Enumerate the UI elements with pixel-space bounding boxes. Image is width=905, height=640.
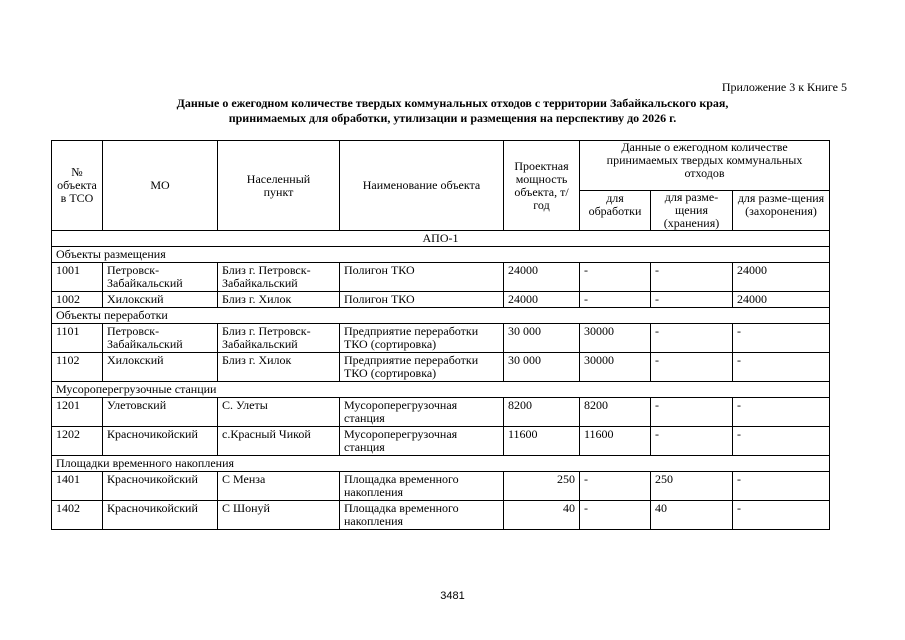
cell-mo: Улетовский	[103, 398, 218, 427]
header-object-name: Наименование объекта	[340, 141, 504, 231]
cell-burial: -	[733, 353, 830, 382]
section-row	[52, 382, 830, 398]
header-num: № объекта в ТСО	[52, 141, 103, 231]
cell-storage: -	[651, 263, 733, 292]
cell-settlement: С Шонуй	[218, 501, 340, 530]
header-storage: для разме-щения (хранения)	[651, 191, 733, 231]
cell-name: Полигон ТКО	[340, 292, 504, 308]
cell-processing: -	[580, 501, 651, 530]
table-row	[52, 263, 830, 292]
cell-processing: -	[580, 292, 651, 308]
cell-num: 1101	[52, 324, 103, 353]
cell-mo: Красночикойский	[103, 427, 218, 456]
section-title: Объекты размещения	[52, 247, 830, 263]
cell-capacity: 40	[504, 501, 580, 530]
cell-mo: Петровск-Забайкальский	[103, 324, 218, 353]
cell-storage: -	[651, 398, 733, 427]
cell-burial: 24000	[733, 292, 830, 308]
cell-settlement: Близ г. Петровск-Забайкальский	[218, 324, 340, 353]
cell-name: Предприятие переработки ТКО (сортировка)	[340, 353, 504, 382]
cell-processing: -	[580, 472, 651, 501]
cell-burial: -	[733, 398, 830, 427]
cell-burial: -	[733, 472, 830, 501]
table-row	[52, 353, 830, 382]
cell-storage: 40	[651, 501, 733, 530]
cell-mo: Хилокский	[103, 292, 218, 308]
cell-name: Предприятие переработки ТКО (сортировка)	[340, 324, 504, 353]
cell-storage: -	[651, 427, 733, 456]
cell-settlement: с.Красный Чикой	[218, 427, 340, 456]
page-number: 3481	[440, 590, 465, 602]
cell-burial: -	[733, 501, 830, 530]
header-settlement: Населенный пункт	[218, 141, 340, 231]
cell-processing: 30000	[580, 353, 651, 382]
section-row	[52, 456, 830, 472]
table-row	[52, 292, 830, 308]
table-row	[52, 472, 830, 501]
cell-storage: -	[651, 353, 733, 382]
cell-name: Площадка временного накопления	[340, 472, 504, 501]
cell-mo: Красночикойский	[103, 472, 218, 501]
cell-processing: 30000	[580, 324, 651, 353]
document-title	[40, 96, 865, 126]
header-capacity: Проектная мощность объекта, т/год	[504, 141, 580, 231]
table-row	[52, 501, 830, 530]
cell-capacity: 24000	[504, 292, 580, 308]
section-title: Мусороперегрузочные станции	[52, 382, 830, 398]
section-title: Объекты переработки	[52, 308, 830, 324]
header-group: Данные о ежегодном количестве принимаемых твердых коммунальных отходов	[580, 141, 830, 191]
cell-name: Мусороперегрузочная станция	[340, 427, 504, 456]
section-row	[52, 308, 830, 324]
cell-capacity: 30 000	[504, 353, 580, 382]
table-body	[52, 231, 830, 530]
table-row	[52, 398, 830, 427]
cell-num: 1102	[52, 353, 103, 382]
cell-settlement: С. Улеты	[218, 398, 340, 427]
cell-num: 1002	[52, 292, 103, 308]
cell-name: Площадка временного накопления	[340, 501, 504, 530]
header-processing: для обработки	[580, 191, 651, 231]
cell-settlement: Близ г. Хилок	[218, 292, 340, 308]
cell-name: Полигон ТКО	[340, 263, 504, 292]
cell-processing: 11600	[580, 427, 651, 456]
appendix-label: Приложение 3 к Книге 5	[721, 80, 847, 94]
cell-settlement: Близ г. Хилок	[218, 353, 340, 382]
cell-processing: 8200	[580, 398, 651, 427]
header-burial: для разме-щения (захоронения)	[733, 191, 830, 231]
cell-mo: Хилокский	[103, 353, 218, 382]
cell-settlement: С Менза	[218, 472, 340, 501]
cell-name: Мусороперегрузочная станция	[340, 398, 504, 427]
waste-data-table	[51, 140, 830, 530]
header-mo: МО	[103, 141, 218, 231]
cell-capacity: 8200	[504, 398, 580, 427]
table-row	[52, 427, 830, 456]
cell-capacity: 11600	[504, 427, 580, 456]
cell-burial: -	[733, 324, 830, 353]
cell-processing: -	[580, 263, 651, 292]
title-line-2: принимаемых для обработки, утилизации и размещения на перспективу до 2026 г.	[228, 111, 677, 125]
table-row	[52, 324, 830, 353]
cell-capacity: 24000	[504, 263, 580, 292]
cell-burial: -	[733, 427, 830, 456]
cell-mo: Красночикойский	[103, 501, 218, 530]
cell-num: 1001	[52, 263, 103, 292]
cell-mo: Петровск-Забайкальский	[103, 263, 218, 292]
cell-storage: 250	[651, 472, 733, 501]
cell-num: 1401	[52, 472, 103, 501]
section-title: Площадки временного накопления	[52, 456, 830, 472]
cell-capacity: 30 000	[504, 324, 580, 353]
cell-num: 1202	[52, 427, 103, 456]
cell-num: 1201	[52, 398, 103, 427]
region-row: АПО-1	[52, 231, 830, 247]
section-row	[52, 247, 830, 263]
cell-storage: -	[651, 292, 733, 308]
cell-burial: 24000	[733, 263, 830, 292]
cell-storage: -	[651, 324, 733, 353]
cell-settlement: Близ г. Петровск-Забайкальский	[218, 263, 340, 292]
cell-num: 1402	[52, 501, 103, 530]
title-line-1: Данные о ежегодном количестве твердых коммунальных отходов с территории Забайкальского края,	[176, 96, 729, 110]
cell-capacity: 250	[504, 472, 580, 501]
